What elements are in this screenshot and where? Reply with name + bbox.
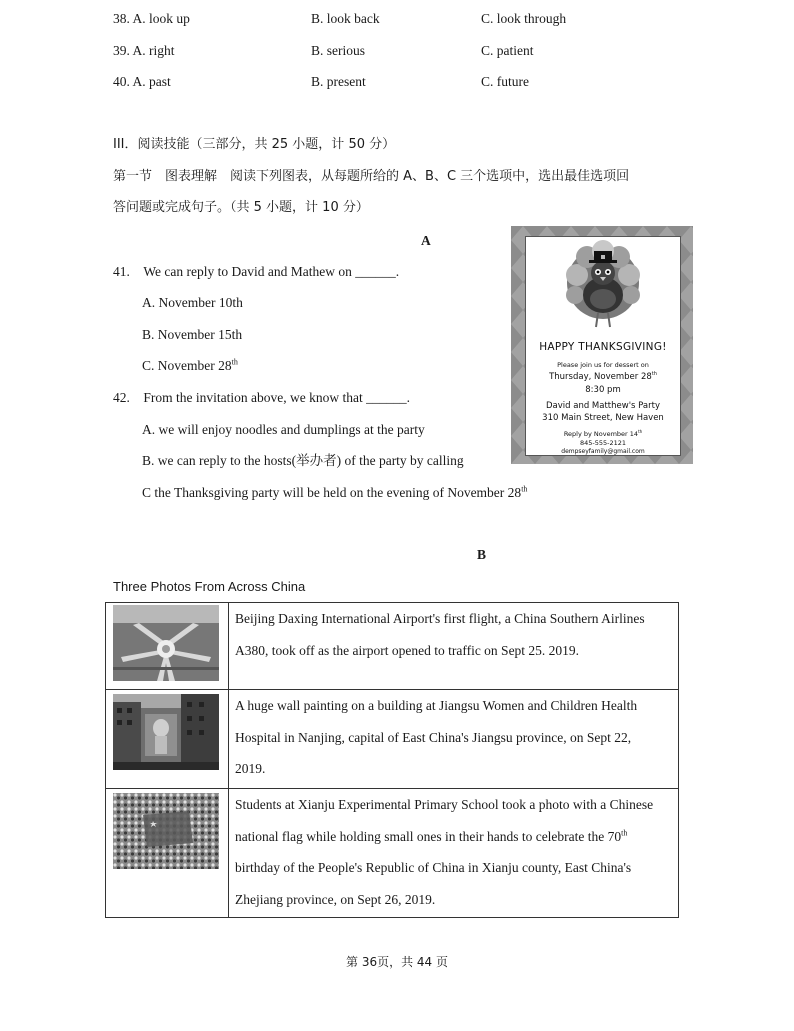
passage-b-label: B [477,547,487,562]
airport-photo [113,605,219,681]
thanksgiving-invitation [511,226,693,464]
q41-option-c: C. November 28th [142,357,238,373]
q41-option-a: A. November 10th [142,295,243,310]
caption-line: A huge wall painting on a building at Jiangsu Women and Children Health [235,698,638,713]
wall-painting-photo [113,694,219,770]
q42-option-c: C the Thanksgiving party will be held on the evening of November 28th [142,484,528,500]
q38-option-a: 38. A. look up [113,11,190,26]
invitation-email: dempseyfamily@gmail.com [561,448,645,455]
table-row [106,789,679,918]
photo-table [105,602,679,918]
page-footer: 第 36页，共 44 页 [346,955,448,969]
q42-option-a: A. we will enjoy noodles and dumplings at the party [142,422,425,437]
q40-option-a: 40. A. past [113,74,171,89]
q38-option-c: C. look through [481,11,567,26]
invitation-reply-by: Reply by November 14th [563,428,643,438]
photo-cell [106,789,229,918]
caption-line: 2019. [235,761,266,776]
q39-option-b: B. serious [311,43,365,58]
invitation-phone: 845-555-2121 [579,439,627,447]
q40-option-b: B. present [311,74,366,89]
q42-option-b: B. we can reply to the hosts(举办者) of the party by calling [142,453,464,468]
invitation-join-line: Please join us for dessert on [557,361,649,369]
photo-caption [229,789,679,918]
invitation-date: Thursday, November 28th [549,371,657,382]
q41-option-b: B. November 15th [142,327,243,342]
q40-option-c: C. future [481,74,529,89]
invitation-card [525,236,681,456]
photo-caption [229,690,679,789]
passage-a-label: A [421,233,431,248]
table-title: Three Photos From Across China [113,579,306,594]
q38-option-b: B. look back [311,11,380,26]
q42-stem: 42. From the invitation above, we know that ______. [113,390,410,405]
table-row [106,690,679,789]
part1-instructions-line1: 第一节 图表理解 阅读下列图表，从每题所给的 A、B、C 三个选项中，选出最佳选项回 [113,169,630,184]
caption-line: Beijing Daxing International Airport's first flight, a China Southern Airlines [235,611,645,626]
invitation-address: 310 Main Street, New Haven [542,413,664,423]
caption-line: national flag while holding small ones in their hands to celebrate the 70th [235,828,628,844]
section-title: III．阅读技能（三部分，共 25 小题，计 50 分） [113,137,396,152]
photo-cell [106,690,229,789]
part1-instructions-line2: 答问题或完成句子。（共 5 小题，计 10 分） [113,200,369,215]
q39-option-a: 39. A. right [113,43,175,58]
q41-stem: 41. We can reply to David and Mathew on ______. [113,264,400,279]
turkey-icon [563,239,643,329]
caption-line: Hospital in Nanjing, capital of East China's Jiangsu province, on Sept 22, [235,729,632,745]
table-row [106,603,679,690]
caption-line: Zhejiang province, on Sept 26, 2019. [235,891,436,907]
invitation-heading: HAPPY THANKSGIVING! [539,341,667,353]
caption-line: birthday of the People's Republic of China in Xianju county, East China's [235,860,632,875]
photo-cell [106,603,229,690]
caption-line: Students at Xianju Experimental Primary School took a photo with a Chinese [235,797,654,812]
invitation-time: 8:30 pm [585,385,621,395]
caption-line: A380, took off as the airport opened to traffic on Sept 25. 2019. [235,642,580,658]
students-flag-photo [113,793,219,869]
q39-option-c: C. patient [481,43,534,58]
photo-caption [229,603,679,690]
invitation-host: David and Matthew's Party [546,401,660,411]
